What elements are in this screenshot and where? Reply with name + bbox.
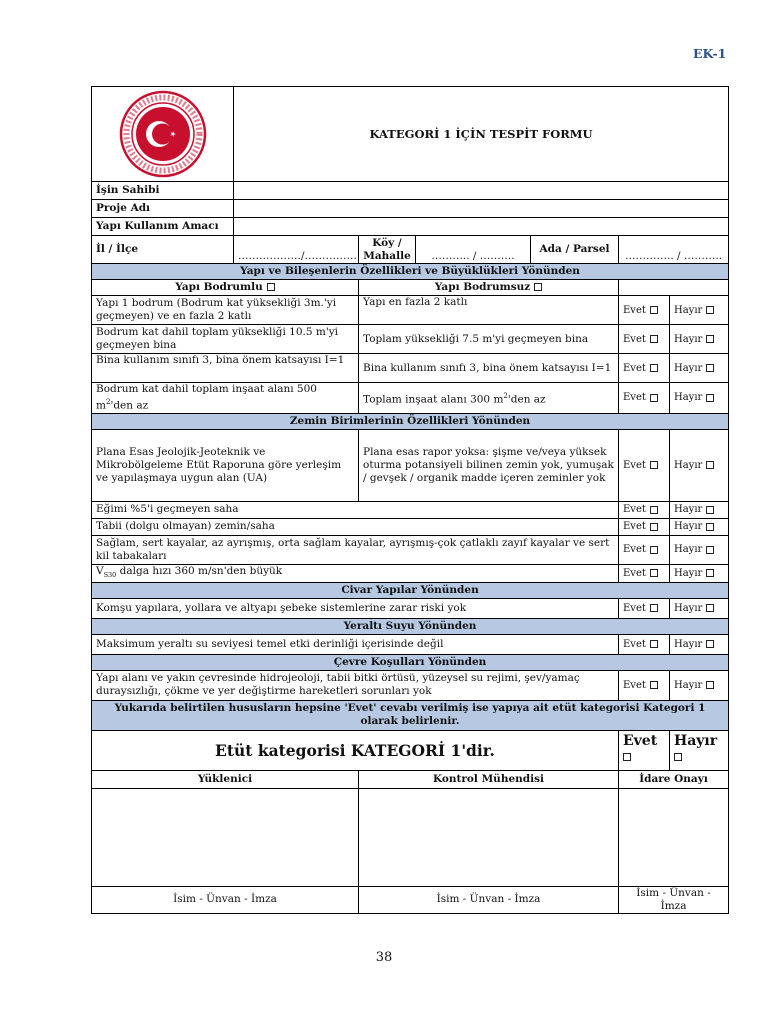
form-title: KATEGORİ 1 İÇİN TESPİT FORMU — [234, 87, 729, 182]
no-checkbox[interactable] — [706, 394, 714, 402]
no-basement-header: Yapı Bodrumsuz — [359, 280, 619, 296]
soil-row: Sağlam, sert kayalar, az ayrışmış, orta sağlam kayalar, ayrışmış-çok çatlaklı zayıf kayalar ve sert kil tabakaları — [92, 535, 619, 564]
usage-label: Yapı Kullanım Amacı — [92, 218, 234, 236]
shear-wave-row: $V_{S30}$ dalga hızı 360 m/sn'den büyük — [92, 564, 619, 582]
administration-signature-label: İsim - Ünvan - İmza — [619, 886, 729, 913]
no-option[interactable]: Hayır — [670, 598, 729, 618]
yes-option[interactable]: Evet — [619, 296, 670, 325]
environment-row: Yapı alanı ve yakın çevresinde hidrojeoloji, tabii bitki örtüsü, yüzeysel su rejimi, şev/yamaç duraysızlığı, çökme ve yer değiştirme hareketleri sorunları yok — [92, 670, 619, 700]
no-checkbox[interactable] — [706, 569, 714, 577]
parcel-field[interactable]: ………….. / ……….. — [619, 236, 729, 264]
usage-field[interactable] — [234, 218, 729, 236]
structure-row-right: Yapı en fazla 2 katlı — [359, 296, 619, 325]
nearby-section-header: Civar Yapılar Yönünden — [92, 582, 729, 598]
structure-row-right: Toplam yüksekliği 7.5 m'yi geçmeyen bina — [359, 325, 619, 354]
yes-option[interactable]: Evet — [619, 429, 670, 501]
yes-option[interactable]: Evet — [619, 598, 670, 618]
no-option[interactable]: Hayır — [670, 429, 729, 501]
administration-approval-header: İdare Onayı — [619, 770, 729, 788]
yes-option[interactable]: Evet — [619, 354, 670, 383]
no-option[interactable]: Hayır — [670, 564, 729, 582]
soil-section-header: Zemin Birimlerinin Özellikleri Yönünden — [92, 413, 729, 429]
control-engineer-signature-area[interactable] — [359, 788, 619, 886]
yes-checkbox[interactable] — [650, 569, 658, 577]
basement-header: Yapı Bodrumlu — [92, 280, 359, 296]
yes-checkbox[interactable] — [650, 506, 658, 514]
structure-row-right: Bina kullanım sınıfı 3, bina önem katsayısı I=1 — [359, 354, 619, 383]
yes-checkbox[interactable] — [650, 640, 658, 648]
structure-row-left: Bina kullanım sınıfı 3, bina önem katsayısı I=1 — [92, 354, 359, 383]
no-option[interactable]: Hayır — [670, 354, 729, 383]
yes-checkbox[interactable] — [650, 364, 658, 372]
structure-row-left: Bodrum kat dahil toplam inşaat alanı 500 $m^2'den$ az — [92, 383, 359, 414]
yes-checkbox[interactable] — [650, 681, 658, 689]
result-no-checkbox[interactable] — [674, 753, 682, 761]
yes-checkbox[interactable] — [650, 306, 658, 314]
owner-field[interactable] — [234, 182, 729, 200]
no-checkbox[interactable] — [706, 335, 714, 343]
village-field[interactable]: ……….. / ………. — [416, 236, 531, 264]
no-checkbox[interactable] — [706, 640, 714, 648]
no-checkbox[interactable] — [706, 546, 714, 554]
yes-option[interactable]: Evet — [619, 564, 670, 582]
no-checkbox[interactable] — [706, 461, 714, 469]
yes-option[interactable]: Evet — [619, 535, 670, 564]
soil-row: Eğimi %5'i geçmeyen saha — [92, 501, 619, 518]
result-yes-option[interactable]: Evet — [619, 730, 670, 770]
administration-signature-area[interactable] — [619, 788, 729, 886]
structure-row-left: Bodrum kat dahil toplam yüksekliği 10.5 m'yi geçmeyen bina — [92, 325, 359, 354]
yes-checkbox[interactable] — [650, 394, 658, 402]
province-field[interactable]: ………………/…………… — [234, 236, 359, 264]
yes-checkbox[interactable] — [650, 335, 658, 343]
soil-row: Tabii (dolgu olmayan) zemin/saha — [92, 518, 619, 535]
determination-form — [91, 86, 729, 914]
contractor-header: Yüklenici — [92, 770, 359, 788]
groundwater-row: Maksimum yeraltı su seviyesi temel etki derinliği içerisinde değil — [92, 634, 619, 654]
groundwater-section-header: Yeraltı Suyu Yönünden — [92, 618, 729, 634]
no-checkbox[interactable] — [706, 506, 714, 514]
annex-label: EK-1 — [693, 46, 727, 61]
control-engineer-signature-label: İsim - Ünvan - İmza — [359, 886, 619, 913]
structure-row-left: Yapı 1 bodrum (Bodrum kat yüksekliği 3m.'yi geçmeyen) ve en fazla 2 katlı — [92, 296, 359, 325]
contractor-signature-area[interactable] — [92, 788, 359, 886]
no-option[interactable]: Hayır — [670, 325, 729, 354]
control-engineer-header: Kontrol Mühendisi — [359, 770, 619, 788]
contractor-signature-label: İsim - Ünvan - İmza — [92, 886, 359, 913]
no-option[interactable]: Hayır — [670, 518, 729, 535]
yes-checkbox[interactable] — [650, 523, 658, 531]
no-checkbox[interactable] — [706, 364, 714, 372]
owner-label: İşin Sahibi — [92, 182, 234, 200]
yes-option[interactable]: Evet — [619, 501, 670, 518]
structure-section-header: Yapı ve Bileşenlerin Özellikleri ve Büyüklükleri Yönünden — [92, 264, 729, 280]
yes-checkbox[interactable] — [650, 546, 658, 554]
yes-checkbox[interactable] — [650, 604, 658, 612]
no-checkbox[interactable] — [706, 306, 714, 314]
no-option[interactable]: Hayır — [670, 634, 729, 654]
summary-note: Yukarıda belirtilen hususların hepsine 'Evet' cevabı verilmiş ise yapıya ait etüt kategorisi Kategori 1 olarak belirlenir. — [92, 700, 729, 730]
ministry-seal-icon — [118, 89, 208, 179]
no-option[interactable]: Hayır — [670, 296, 729, 325]
no-option[interactable]: Hayır — [670, 501, 729, 518]
environment-section-header: Çevre Koşulları Yönünden — [92, 654, 729, 670]
project-label: Proje Adı — [92, 200, 234, 218]
project-field[interactable] — [234, 200, 729, 218]
soil-row-right: Plana esas rapor yoksa: şişme ve/veya yüksek oturma potansiyeli bilinen zemin yok, yumuşak / gevşek / organik madde içeren zeminler yok — [359, 429, 619, 501]
no-checkbox[interactable] — [706, 604, 714, 612]
result-yes-checkbox[interactable] — [623, 753, 631, 761]
no-checkbox[interactable] — [706, 681, 714, 689]
parcel-label: Ada / Parsel — [531, 236, 619, 264]
soil-row-left: Plana Esas Jeolojik-Jeoteknik ve Mikrobölgeleme Etüt Raporuna göre yerleşim ve yapılaşmaya uygun alan (UA) — [92, 429, 359, 501]
basement-checkbox[interactable] — [267, 283, 275, 291]
ministry-seal — [92, 87, 234, 182]
result-statement: Etüt kategorisi KATEGORİ 1'dir. — [92, 730, 619, 770]
nearby-row: Komşu yapılara, yollara ve altyapı şebeke sistemlerine zarar riski yok — [92, 598, 619, 618]
structure-row-right: Toplam inşaat alanı 300 $m^2'den$ az — [359, 383, 619, 414]
yes-option[interactable]: Evet — [619, 670, 670, 700]
yes-checkbox[interactable] — [650, 461, 658, 469]
no-basement-checkbox[interactable] — [534, 283, 542, 291]
no-checkbox[interactable] — [706, 523, 714, 531]
yes-option[interactable]: Evet — [619, 518, 670, 535]
yes-option[interactable]: Evet — [619, 325, 670, 354]
page-number: 38 — [375, 950, 393, 965]
village-label: Köy / Mahalle — [359, 236, 416, 264]
yes-option[interactable]: Evet — [619, 634, 670, 654]
yes-option[interactable]: Evet — [619, 383, 670, 414]
result-no-option[interactable]: Hayır — [670, 730, 729, 770]
no-option[interactable]: Hayır — [670, 670, 729, 700]
no-option[interactable]: Hayır — [670, 383, 729, 414]
province-label: İl / İlçe — [92, 236, 234, 264]
no-option[interactable]: Hayır — [670, 535, 729, 564]
